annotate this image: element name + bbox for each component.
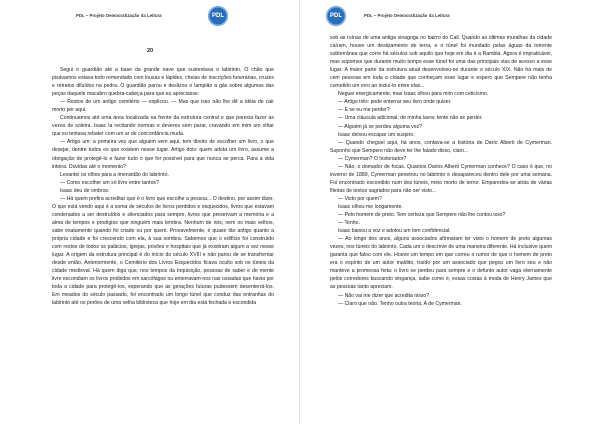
paragraph: Segui o guardião até a base da grande nave que sustentava o labirinto. O chão que pisávamos estava todo remendado com lousas e lápides, cheias de inscrições funerárias, cruzes e retratos diluídos na pedra. O guardião parou e deslizou o lampião a gás sobre algumas das peças daquele macabro quebra-cabeça para que eu apreciasse. — [52, 67, 274, 98]
paragraph: — Tenho. — [338, 220, 360, 227]
paragraph: — Cymerman? O historiador? — [338, 155, 407, 162]
paragraph: Isaac deixou escapar um suspiro. — [338, 131, 415, 138]
paragraph: — Pelo homem de preto. Tem certeza que Sempere não lhe contou isso? — [338, 212, 506, 219]
paragraph: sob as ruínas de uma antiga sinagoga no bairro do Call. Quando as últimas muralhas da cidade caíram, houve um deslizamento de terra, e o túnel foi inundado pelas águas da torrente subterrânea que corre há séculos sob aquilo que hoje em dia é a Rambla. Agora é impraticável, mas supomos que durante muito tempo esse túnel foi uma das principais vias de acesso a esse lugar. A maior parte da estrutura atual desenvolveu-se durante o século XIX. Não há mais de cem pessoas em toda a cidade que conheçam esse lugar e espero que Sempere não tenha cometido um erro ao incluí-lo entre elas... — [330, 35, 552, 90]
paragraph: Levantei os olhos para a imensidão do labirinto. — [60, 171, 169, 178]
right-page-body — [330, 34, 552, 308]
logo-text: PDL — [212, 13, 224, 19]
pdl-logo-icon — [326, 6, 346, 26]
paragraph: — Não, o domador de focas. Quantos Darios Alberti Cymerman conhece? O caso é que, no inverno de 1889, Cymerman penetrou no labirinto e desapareceu dentro dele por uma semana. Foi encontrado escondido num dos túneis, meio morto de terror. Emparedou-se atrás de várias fileiras de textos sagrados para não ser visto... — [330, 163, 552, 194]
paragraph: — Quando cheguei aqui, há anos, contava-se a história de Darío Alberti de Cymerman. Suponho que Sempere não deve ter lhe falado disso, claro... — [330, 139, 552, 154]
left-page-header: PDL – Projeto Democratização da Leitura — [76, 13, 162, 18]
paragraph: — Artigo três: pode enterrar seu livro onde quiser. — [338, 99, 452, 106]
paragraph: — Claro que não. Tenho outra teoria. A de Cymerman. — [338, 300, 462, 307]
logo-text: PDL — [330, 13, 342, 19]
page-number: 20 — [146, 48, 154, 54]
paragraph: — Alguém já se perdeu alguma vez? — [338, 123, 423, 130]
paragraph: — Visto por quem? — [338, 195, 382, 202]
paragraph: Continuamos até uma área localizada na frente da estrutura central e que parecia fazer as vezes de soleira. Isaac la recitando normas e deveres sem parar, cravando em mim um olhar que eu tentava rebater com um ar de concordância muda. — [52, 115, 274, 138]
paragraph: — Há quem prefira acreditar que é o livro que escolhe a pessoa... O destino, por assim dizer. O que está vendo aqui é a soma de séculos de livros perdidos e esquecidos, livros que estavam condenados a ser destruídos e silenciados para sempre, livros que preservam a memória e a alma de tempos e prodígios que ninguém mais lembra. Nenhum de nós, nem os mais velhos, sabe exatamente quando foi criado ou por quem. Provavelmente, é quase tão antigo quanto a própria cidade e foi crescendo com ela, à sua sombra. Sabemos que o edifício foi construído com restos de todos os palácios, igrejas, prisões e hospitais que já existiram algum a vez nesse lugar. A origem da estrutura principal é do início do século XVIII e não parou de se transformar desde então. Anteriormente, o Cemitério dos Livros Esquecidos ficava oculto sob os túneis da cidade medieval. Há quem diga que, nos tempos da Inquisição, pessoas de saber e de mente livre escondiam os livros proibidos em sarcófagos ou enterravam-nos nas ossadas que havia por toda a cidade para protegê-los, esperando que as gerações futuras pudessem desenterrá-los. Em meados do século passado, foi encontrado um longo túnel que conduz das entranhas do labirinto até os porões de uma velha biblioteca que hoje em dia está fechada e escondida — [52, 195, 274, 307]
paragraph: Isaac olhou-me longamente. — [338, 203, 403, 210]
paragraph: — Como escolher um só livro entre tantos? — [60, 179, 159, 186]
pdl-logo-icon — [208, 6, 228, 26]
paragraph: Neguei energicamente, mas Isaac olhou para mim com ceticismo. — [338, 91, 489, 98]
paragraph: Isaac deu de ombros. — [60, 187, 110, 194]
left-page-body — [52, 66, 274, 307]
right-page-header: PDL – Projeto Democratização da Leitura — [364, 13, 450, 18]
right-page — [300, 0, 600, 424]
paragraph: — Artigo um: a primeira vez que alguém vem aqui, tem direito de escolher um livro, o que desejar, dentre todos os que existem nesse lugar. Artigo dois: quem adota um livro, assume a obrigação de protegê-lo e fazer tudo o que for possível para que nunca se perca. Para a vida inteira. Dúvidas até o momento? — [52, 139, 274, 170]
paragraph: — Ao longo dos anos, alguns associados afirmaram ter visto o homem de preto algumas vezes, nos túneis do labirinto. Cada um o descreve de uma maneira diferente. Há inclusive quem garanta que falou com ele. Houve um tempo em que correu o rumor de que o homem de preto era o espírito de um autor maldito, traído por um associado que pegou um livro seu e não manteve a promessa feita: o livro se perdeu para sempre e o defunto autor vaga eternamente pelos corredores buscando vingança, sabe como é, essas coisas à moda de Henry James que as pessoas tanto apreciam. — [330, 236, 552, 291]
paragraph: — Uma cláusula adicional, de minha lavra: tente não se perder. — [338, 115, 483, 122]
paragraph: Isaac baixou a voz e adotou um tom confidencial. — [338, 228, 451, 235]
paragraph: — E se eu me perder? — [338, 107, 390, 114]
paragraph: — Restos de um antigo cemitério — explicou. — Mas que isso não lhe dê a idéia de cair morto por aqui. — [52, 99, 274, 114]
paragraph: — Não vai me dizer que acredita nisso? — [338, 292, 430, 299]
